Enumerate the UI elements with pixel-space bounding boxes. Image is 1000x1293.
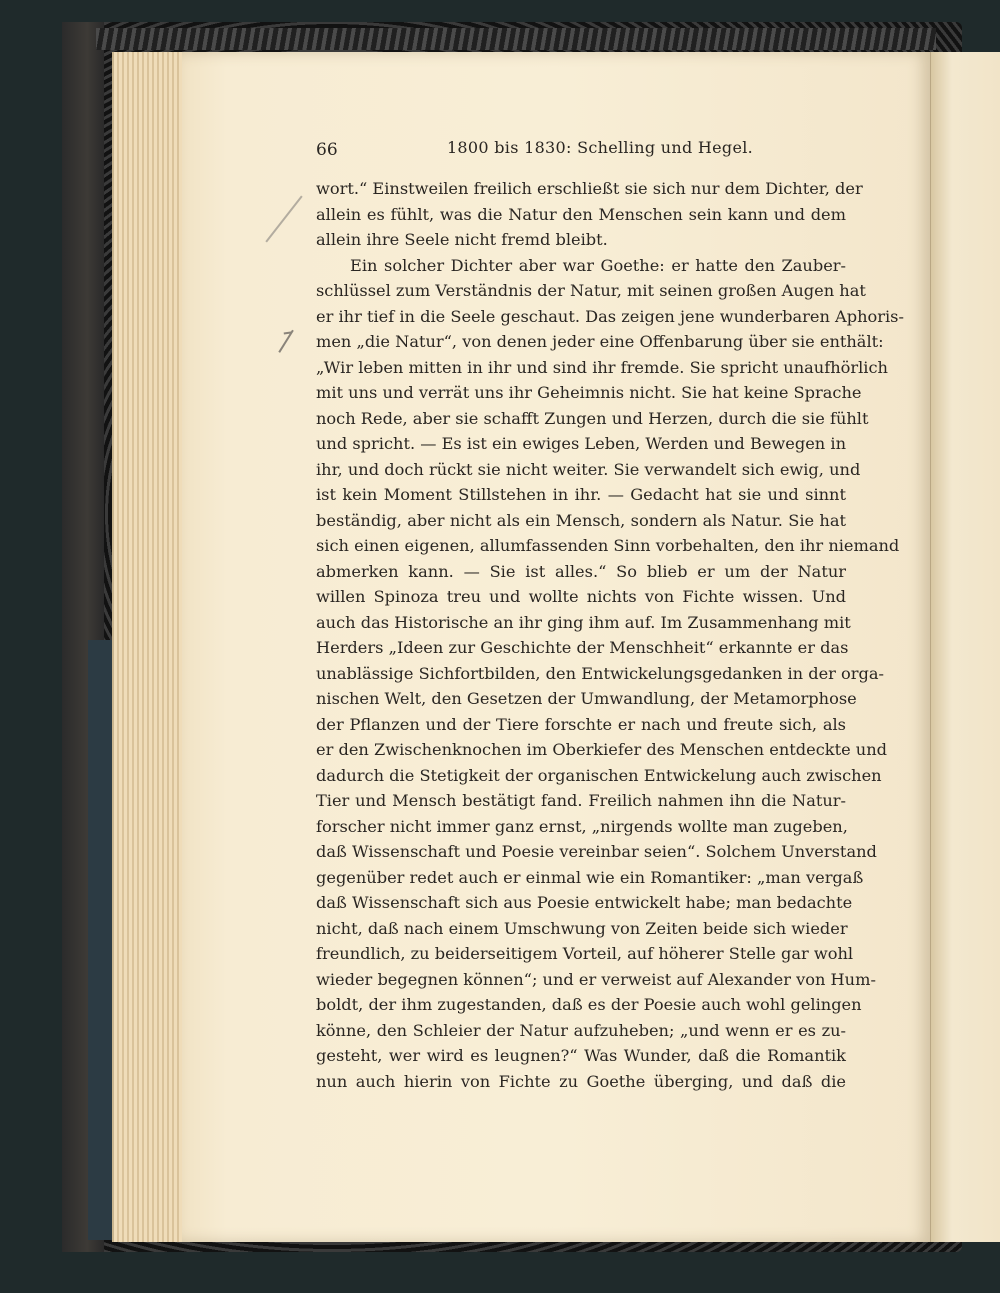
text-line: freundlich, zu beiderseitigem Vorteil, auf höherer Stelle gar wohl [316, 944, 854, 963]
text-line: nischen Welt, den Gesetzen der Umwandlung, der Metamorphose [316, 689, 857, 708]
text-line: wort.“ Einstweilen freilich erschließt sie sich nur dem Dichter, der [316, 179, 863, 198]
text-line: „Wir leben mitten in ihr und sind ihr fremde. Sie spricht unaufhörlich [316, 357, 888, 377]
text-line: forscher nicht immer ganz ernst, „nirgends wollte man zugeben, [316, 816, 848, 836]
text-line: auch das Historische an ihr ging ihm auf. Im Zusammenhang mit [316, 612, 851, 632]
page-number: 66 [316, 140, 338, 160]
text-line: er den Zwischenknochen im Oberkiefer des Menschen entdeckte und [316, 740, 888, 759]
facing-page [930, 52, 1000, 1242]
text-line: allein ihre Seele nicht fremd bleibt. [316, 230, 608, 249]
cover-marbled-edge [96, 28, 936, 50]
text-line: schlüssel zum Verständnis der Natur, mit seinen großen Augen hat [316, 281, 866, 300]
running-head: 1800 bis 1830: Schelling und Hegel. [446, 138, 754, 157]
text-line: daß Wissenschaft sich aus Poesie entwickelt habe; man bedachte [316, 893, 853, 912]
text-line: und spricht. — Es ist ein ewiges Leben, Werden und Bewegen in [316, 434, 846, 453]
text-line: wieder begegnen können“; und er verweist auf Alexander von Hum- [316, 969, 876, 989]
text-line: gegenüber redet auch er einmal wie ein Romantiker: „man vergaß [316, 867, 864, 887]
text-line: daß Wissenschaft und Poesie vereinbar seien“. Solchem Unverstand [316, 842, 877, 861]
text-line: beständig, aber nicht als ein Mensch, sondern als Natur. Sie hat [316, 510, 846, 530]
text-line: Tier und Mensch bestätigt fand. Freilich nahmen ihn die Natur- [316, 791, 846, 810]
text-line: sich einen eigenen, allumfassenden Sinn vorbehalten, den ihr niemand [316, 536, 900, 555]
text-line: der Pflanzen und der Tiere forschte er nach und freute sich, als [316, 714, 846, 734]
text-line: könne, den Schleier der Natur aufzuheben; „und wenn er es zu- [316, 1020, 846, 1040]
text-line: ist kein Moment Stillstehen in ihr. — Gedacht hat sie und sinnt [316, 485, 846, 504]
text-line: men „die Natur“, von denen jeder eine Offenbarung über sie enthält: [316, 332, 884, 351]
text-line: Herders „Ideen zur Geschichte der Menschheit“ erkannte er das [316, 638, 849, 657]
text-line: boldt, der ihm zugestanden, daß es der Poesie auch wohl gelingen [316, 995, 862, 1014]
text-line: unablässige Sichfortbilden, den Entwickelungsgedanken in der orga- [316, 663, 885, 683]
text-line: willen Spinoza treu und wollte nichts von Fichte wissen. Und [316, 587, 846, 606]
page-stack-edge [112, 52, 184, 1242]
text-line: abmerken kann. — Sie ist alles.“ So blieb er um der Natur [316, 561, 846, 581]
body-text [316, 176, 904, 1094]
text-line: allein es fühlt, was die Natur den Menschen sein kann und dem [316, 204, 846, 224]
text-line: ihr, und doch rückt sie nicht weiter. Sie verwandelt sich ewig, und [316, 459, 861, 479]
text-line: gesteht, wer wird es leugnen?“ Was Wunder, daß die Romantik [316, 1046, 846, 1065]
text-line: nun auch hierin von Fichte zu Goethe überging, und daß die [316, 1071, 846, 1091]
text-line: mit uns und verrät uns ihr Geheimnis nicht. Sie hat keine Sprache [316, 383, 862, 402]
text-line: er ihr tief in die Seele geschaut. Das zeigen jene wunderbaren Aphoris- [316, 306, 904, 326]
cover-cloth-band [88, 640, 112, 1240]
text-line: noch Rede, aber sie schafft Zungen und Herzen, durch die sie fühlt [316, 408, 869, 428]
text-line: dadurch die Stetigkeit der organischen Entwickelung auch zwischen [316, 765, 882, 785]
text-line: nicht, daß nach einem Umschwung von Zeiten beide sich wieder [316, 918, 848, 938]
text-line: Ein solcher Dichter aber war Goethe: er hatte den Zauber- [350, 255, 846, 275]
